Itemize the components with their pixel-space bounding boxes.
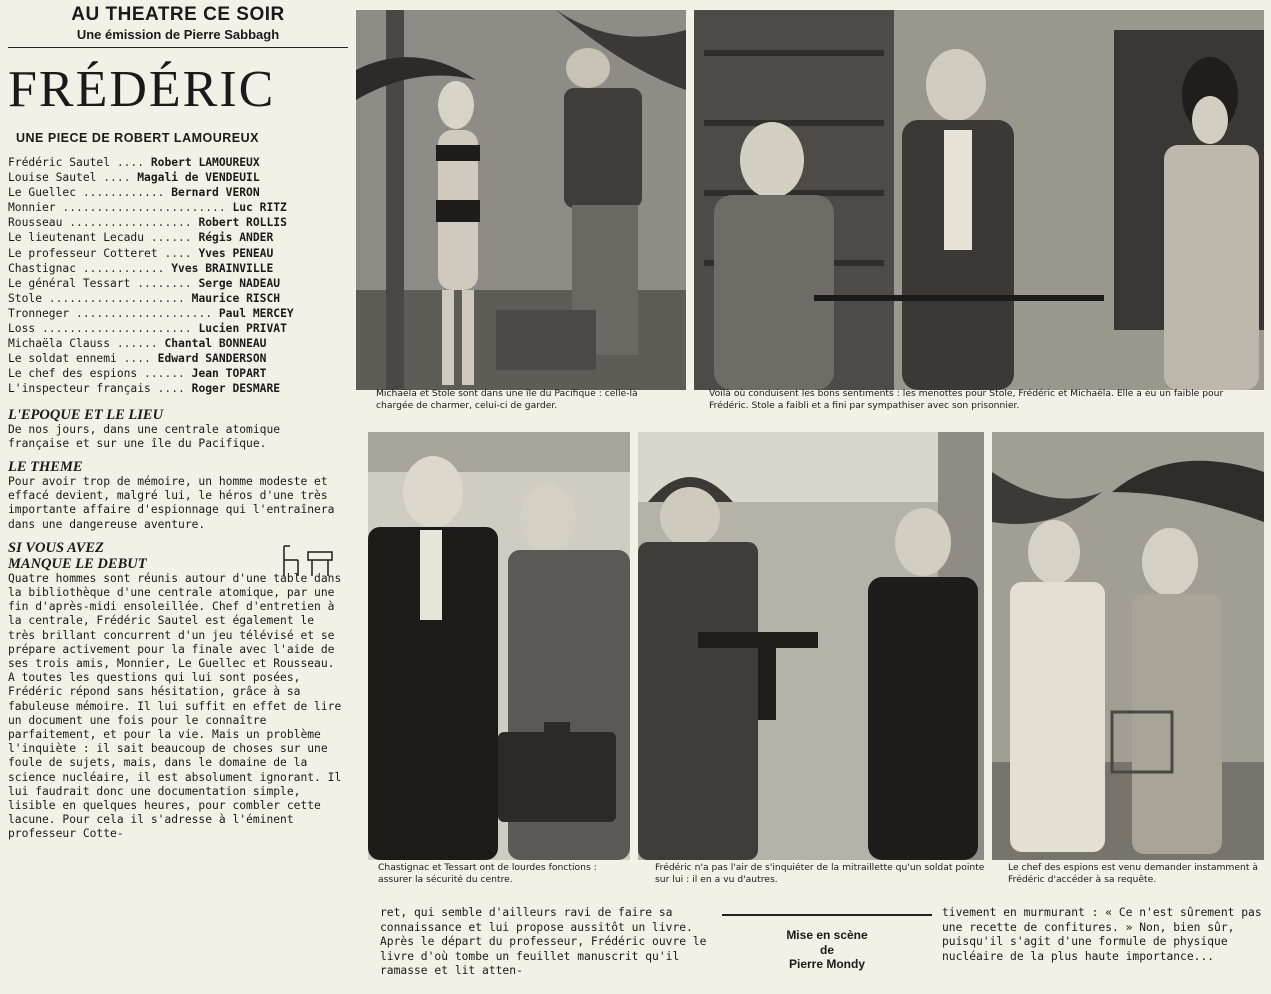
left-column (8, 4, 348, 988)
debut-heading-line1: SI VOUS AVEZ (8, 539, 104, 556)
debut-heading-line2: MANQUE LE DEBUT (8, 555, 147, 572)
credit-line-1: Mise en scène (786, 928, 868, 942)
continuation-column-3: tivement en murmurant : « Ce n'est sûrement pas une recette de confitures. » Non, bien sûr, puisqu'il s'agit d'une formule de physique nucléaire de la plus haute importance... (942, 906, 1262, 963)
cast-row: Le chef des espions ...... Jean TOPART (8, 367, 267, 381)
cast-row: L'inspecteur français .... Roger DESMARE (8, 382, 281, 396)
chair-table-icon (278, 538, 338, 578)
caption-photo-chastignac-tessart: Chastignac et Tessart ont de lourdes fonctions : assurer la sécurité du centre. (378, 862, 597, 885)
cast-row: Stole .................... Maurice RISCH (8, 291, 281, 305)
photo-spy-chief (992, 432, 1264, 860)
play-title: FRÉDÉRIC (8, 61, 276, 118)
cast-row: Le Guellec ............ Bernard VERON (8, 186, 260, 200)
cast-row: Le professeur Cotteret .... Yves PENEAU (8, 246, 274, 260)
section-theme (8, 459, 348, 532)
photo-handcuffs (694, 10, 1264, 390)
cast-row: Louise Sautel .... Magali de VENDEUIL (8, 171, 260, 185)
director-credit (722, 914, 932, 994)
photo-island (356, 10, 686, 390)
continuation-column-2: ret, qui semble d'ailleurs ravi de faire sa connaissance et lui propose aussitôt un livre. Après le départ du professeur, Frédéric ouvre le livre d'où tombe un feuillet manuscrit qu'il ramasse et lit atten- (380, 906, 707, 978)
caption-photo-spy-chief: Le chef des espions est venu demander instamment à Frédéric d'accéder à sa requête. (1008, 862, 1258, 885)
caption-photo-handcuffs: Voilà où conduisent les bons sentiments : les menottes pour Stole, Frédéric et Michaëla. Elle a eu un faible pour Frédéric. Stole a faibli et a fini par sympathiser avec son prisonnier. (709, 388, 1224, 411)
theme-text: Pour avoir trop de mémoire, un homme modeste et effacé devient, malgré lui, le héros d'une très importante affaire d'espionnage qui l'entraînera dans une dangereuse aventure. (8, 474, 335, 531)
cast-row: Tronneger .................... Paul MERCEY (8, 306, 294, 320)
epoque-text: De nos jours, dans une centrale atomique française et sur une île du Pacifique. (8, 422, 281, 450)
credit-line-2: de (819, 942, 834, 957)
cast-row: Michaëla Clauss ...... Chantal BONNEAU (8, 337, 267, 351)
photo-spy-chief-scene (992, 432, 1264, 860)
section-epoque (8, 407, 348, 451)
photo-chastignac-tessart-scene (368, 432, 630, 860)
cast-row: Monnier ........................ Luc RITZ (8, 201, 287, 215)
header-divider (8, 47, 348, 48)
play-author: UNE PIECE DE ROBERT LAMOUREUX (16, 131, 259, 145)
cast-row: Le général Tessart ........ Serge NADEAU (8, 276, 281, 290)
photo-handcuffs-scene (694, 10, 1264, 390)
debut-text: Quatre hommes sont réunis autour d'une table dans la bibliothèque d'une centrale atomique, par une fin d'après-midi ensoleillée. Chef d'entretien à la centrale, Frédéric Sautel est également le très brillant concurrent d'un jeu télévisé et se prépare activement pour la finale avec l'aide de ses trois amis, Monnier, Le Guellec et Rousseau. A toutes les questions qui lui sont posées, Frédéric répond sans hésitation, grâce à sa fabuleuse mémoire. Il lui suffit en effet de lire un document une fois pour le connaître parfaitement, et pour la vie. Mais un problème l'inquiète : il sait beaucoup de choses sur une foule de sujets, mais, dans le domaine de la science nucléaire, il est absolument ignorant. Il lui faudrait donc une documentation simple, lisible en quelques heures, pour combler cette lacune. Pour cela il s'adresse à l'éminent professeur Cotte- (8, 571, 342, 841)
cast-row: Chastignac ............ Yves BRAINVILLE (8, 261, 274, 275)
caption-photo-soldier: Frédéric n'a pas l'air de s'inquiéter de la mitraillette qu'un soldat pointe sur lui : il en a vu d'autres. (655, 862, 985, 885)
theme-heading: LE THEME (8, 458, 83, 475)
section-debut (8, 540, 348, 842)
photo-soldier (638, 432, 984, 860)
cast-row: Loss ...................... Lucien PRIVAT (8, 322, 287, 336)
show-subtitle: Une émission de Pierre Sabbagh (76, 27, 280, 42)
cast-row: Frédéric Sautel .... Robert LAMOUREUX (8, 156, 260, 169)
photo-soldier-scene (638, 432, 984, 860)
epoque-heading: L'EPOQUE ET LE LIEU (8, 406, 164, 423)
cast-row: Le soldat ennemi .... Edward SANDERSON (8, 352, 267, 366)
show-title: AU THEATRE CE SOIR (71, 4, 285, 25)
caption-photo-island: Michaëla et Stole sont dans une île du Pacifique : celle-là chargée de charmer, celui-ci de garder. (376, 388, 638, 411)
credit-line-3: Pierre Mondy (788, 957, 866, 971)
cast-list (8, 155, 348, 397)
photo-island-scene (356, 10, 686, 390)
photo-chastignac-tessart (368, 432, 630, 860)
cast-row: Le lieutenant Lecadu ...... Régis ANDER (8, 231, 274, 245)
cast-row: Rousseau .................. Robert ROLLIS (8, 216, 287, 230)
